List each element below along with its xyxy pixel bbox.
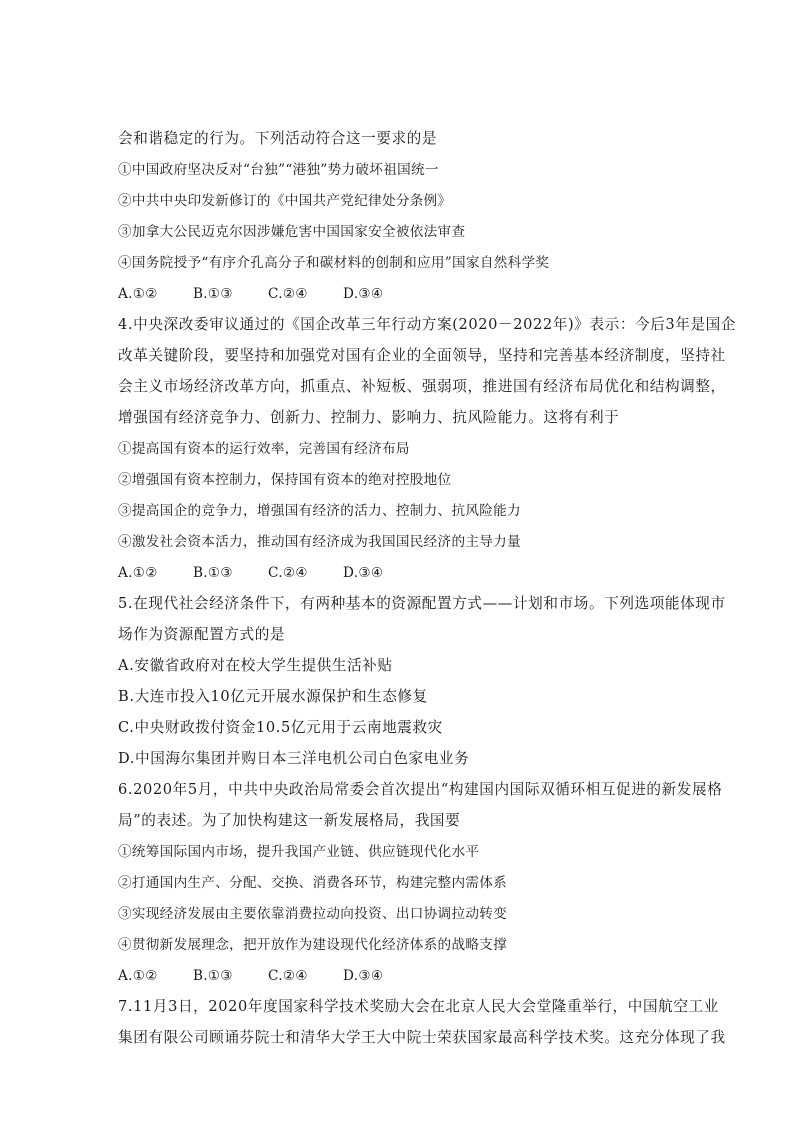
q3-option-2: ②中共中央印发新修订的《中国共产党纪律处分条例》 [118,193,452,209]
q3-choice-d: D.③④ [343,286,384,302]
q4-stem-line-1: 4.中央深改委审议通过的《国企改革三年行动方案(2020－2022年)》表示：今后3年是国企 [118,316,737,333]
q5-option-c: C.中央财政拨付资金10.5亿元用于云南地震救灾 [118,719,443,736]
q3-option-3: ③加拿大公民迈克尔因涉嫌危害中国国家安全被依法审查 [118,224,466,240]
q6-option-4: ④贯彻新发展理念，把开放作为建设现代化经济体系的战略支撑 [118,937,508,953]
q6-option-2: ②打通国内生产、分配、交换、消费各环节，构建完整内需体系 [118,875,508,891]
q4-choices [118,563,418,583]
q4-choice-c: C.②④ [268,565,308,581]
q4-stem-line-2: 改革关键阶段，要坚持和加强党对国有企业的全面领导，坚持和完善基本经济制度，坚持社 [118,347,726,364]
q6-choice-c: C.②④ [268,968,308,984]
q6-option-3: ③实现经济发展由主要依靠消费拉动向投资、出口协调拉动转变 [118,906,508,922]
q6-stem-line-2: 局”的表述。为了加快构建这一新发展格局，我国要 [118,812,461,829]
q6-option-1: ①统筹国际国内市场，提升我国产业链、供应链现代化水平 [118,844,480,860]
q7-stem-line-2: 集团有限公司顾诵芬院士和清华大学王大中院士荣获国家最高科学技术奖。这充分体现了我 [118,1029,726,1046]
q4-option-2: ②增强国有资本控制力，保持国有资本的绝对控股地位 [118,472,452,488]
q3-option-1: ①中国政府坚决反对“台独”“港独”势力破坏祖国统一 [118,162,439,178]
q4-choice-d: D.③④ [343,565,384,581]
q5-option-a: A.安徽省政府对在校大学生提供生活补贴 [118,657,393,674]
q4-choice-b: B.①③ [193,565,233,581]
q3-choice-b: B.①③ [193,286,233,302]
q4-stem-line-3: 会主义市场经济改革方向，抓重点、补短板、强弱项，推进国有经济布局优化和结构调整， [118,378,726,395]
q5-stem-line-1: 5.在现代社会经济条件下，有两种基本的资源配置方式——计划和市场。下列选项能体现市 [118,595,726,612]
q5-option-b: B.大连市投入10亿元开展水源保护和生态修复 [118,688,428,705]
q4-stem-line-4: 增强国有经济竞争力、创新力、控制力、影响力、抗风险能力。这将有利于 [118,409,620,426]
q6-choices [118,966,418,986]
q3-choice-c: C.②④ [268,286,308,302]
q3-choices [118,284,418,304]
q5-option-d: D.中国海尔集团并购日本三洋电机公司白色家电业务 [118,750,470,767]
q3-stem-tail: 会和谐稳定的行为。下列活动符合这一要求的是 [118,130,438,147]
q6-stem-line-1: 6.2020年5月，中共中央政治局常委会首次提出“构建国内国际双循环相互促进的新发展格 [118,781,723,798]
q5-stem-line-2: 场作为资源配置方式的是 [118,626,286,643]
q6-choice-b: B.①③ [193,968,233,984]
q6-choice-a: A.①② [118,968,158,984]
q3-option-4: ④国务院授予“有序介孔高分子和碳材料的创制和应用”国家自然科学奖 [118,255,550,271]
q4-option-4: ④激发社会资本活力，推动国有经济成为我国国民经济的主导力量 [118,534,521,550]
q4-choice-a: A.①② [118,565,158,581]
q4-option-1: ①提高国有资本的运行效率，完善国有经济布局 [118,441,410,457]
q7-stem-line-1: 7.11月3日，2020年度国家科学技术奖励大会在北京人民大会堂隆重举行，中国航空工业 [118,998,719,1015]
q6-choice-d: D.③④ [343,968,384,984]
q4-option-3: ③提高国企的竞争力，增强国有经济的活力、控制力、抗风险能力 [118,503,521,519]
q3-choice-a: A.①② [118,286,158,302]
